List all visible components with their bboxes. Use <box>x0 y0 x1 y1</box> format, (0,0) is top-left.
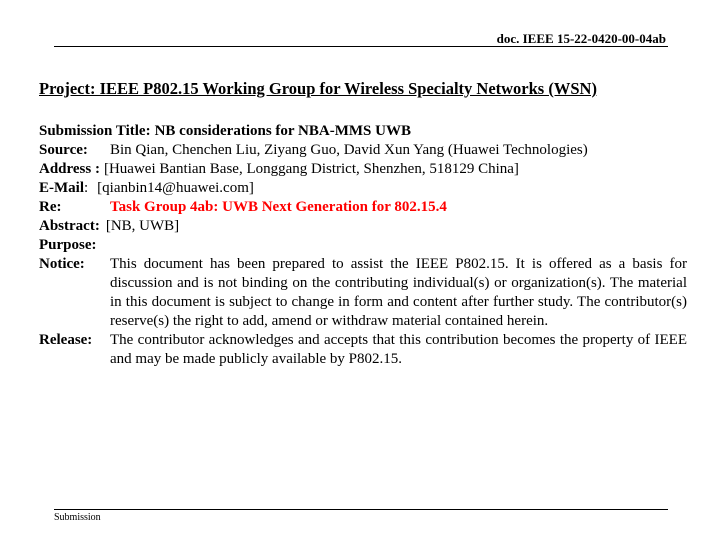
source-value: Bin Qian, Chenchen Liu, Ziyang Guo, David Xun Yang (Huawei Technologies) <box>110 142 588 158</box>
email-row <box>39 179 687 198</box>
release-value: The contributor acknowledges and accepts that this contribution becomes the property of IEEE and may be made publicly available by P802.15. <box>110 332 687 367</box>
abstract-label: Abstract: <box>39 218 100 234</box>
purpose-label: Purpose: <box>39 237 97 253</box>
footer-divider <box>54 509 668 510</box>
address-value: [Huawei Bantian Base, Longgang District, Shenzhen, 518129 China] <box>103 161 519 177</box>
submission-title-label: Submission Title: <box>39 123 151 139</box>
footer-label: Submission <box>54 512 101 523</box>
re-value: Task Group 4ab: UWB Next Generation for 802.15.4 <box>110 199 447 215</box>
source-row <box>39 141 687 160</box>
submission-title-value: NB considerations for NBA-MMS UWB <box>154 123 411 139</box>
submission-body <box>39 122 687 369</box>
address-row <box>39 160 687 179</box>
release-label: Release: <box>39 332 93 348</box>
abstract-row <box>39 217 687 236</box>
address-label: Address : <box>39 161 100 177</box>
email-colon: : <box>84 180 89 196</box>
source-label: Source: <box>39 142 88 158</box>
doc-id: doc. IEEE 15-22-0420-00-04ab <box>496 31 666 46</box>
re-label: Re: <box>39 199 62 215</box>
project-title: Project: IEEE P802.15 Working Group for Wireless Specialty Networks (WSN) <box>39 79 597 98</box>
email-label: E-Mail <box>39 180 84 196</box>
notice-label: Notice: <box>39 256 85 272</box>
header-divider <box>54 46 668 47</box>
notice-row <box>39 255 687 331</box>
email-value: [qianbin14@huawei.com] <box>97 180 254 196</box>
abstract-value: [NB, UWB] <box>105 218 180 234</box>
submission-title-row <box>39 122 687 141</box>
purpose-row <box>39 236 687 255</box>
re-row <box>39 198 687 217</box>
release-row <box>39 331 687 369</box>
notice-value: This document has been prepared to assist the IEEE P802.15. It is offered as a basis for discussion and is not binding on the contributing individual(s) or organization(s). The material in this document is subject to change in form and content after further study. The contributor(s) reserve(s) the right to add, amend or withdraw material contained herein. <box>110 256 687 329</box>
